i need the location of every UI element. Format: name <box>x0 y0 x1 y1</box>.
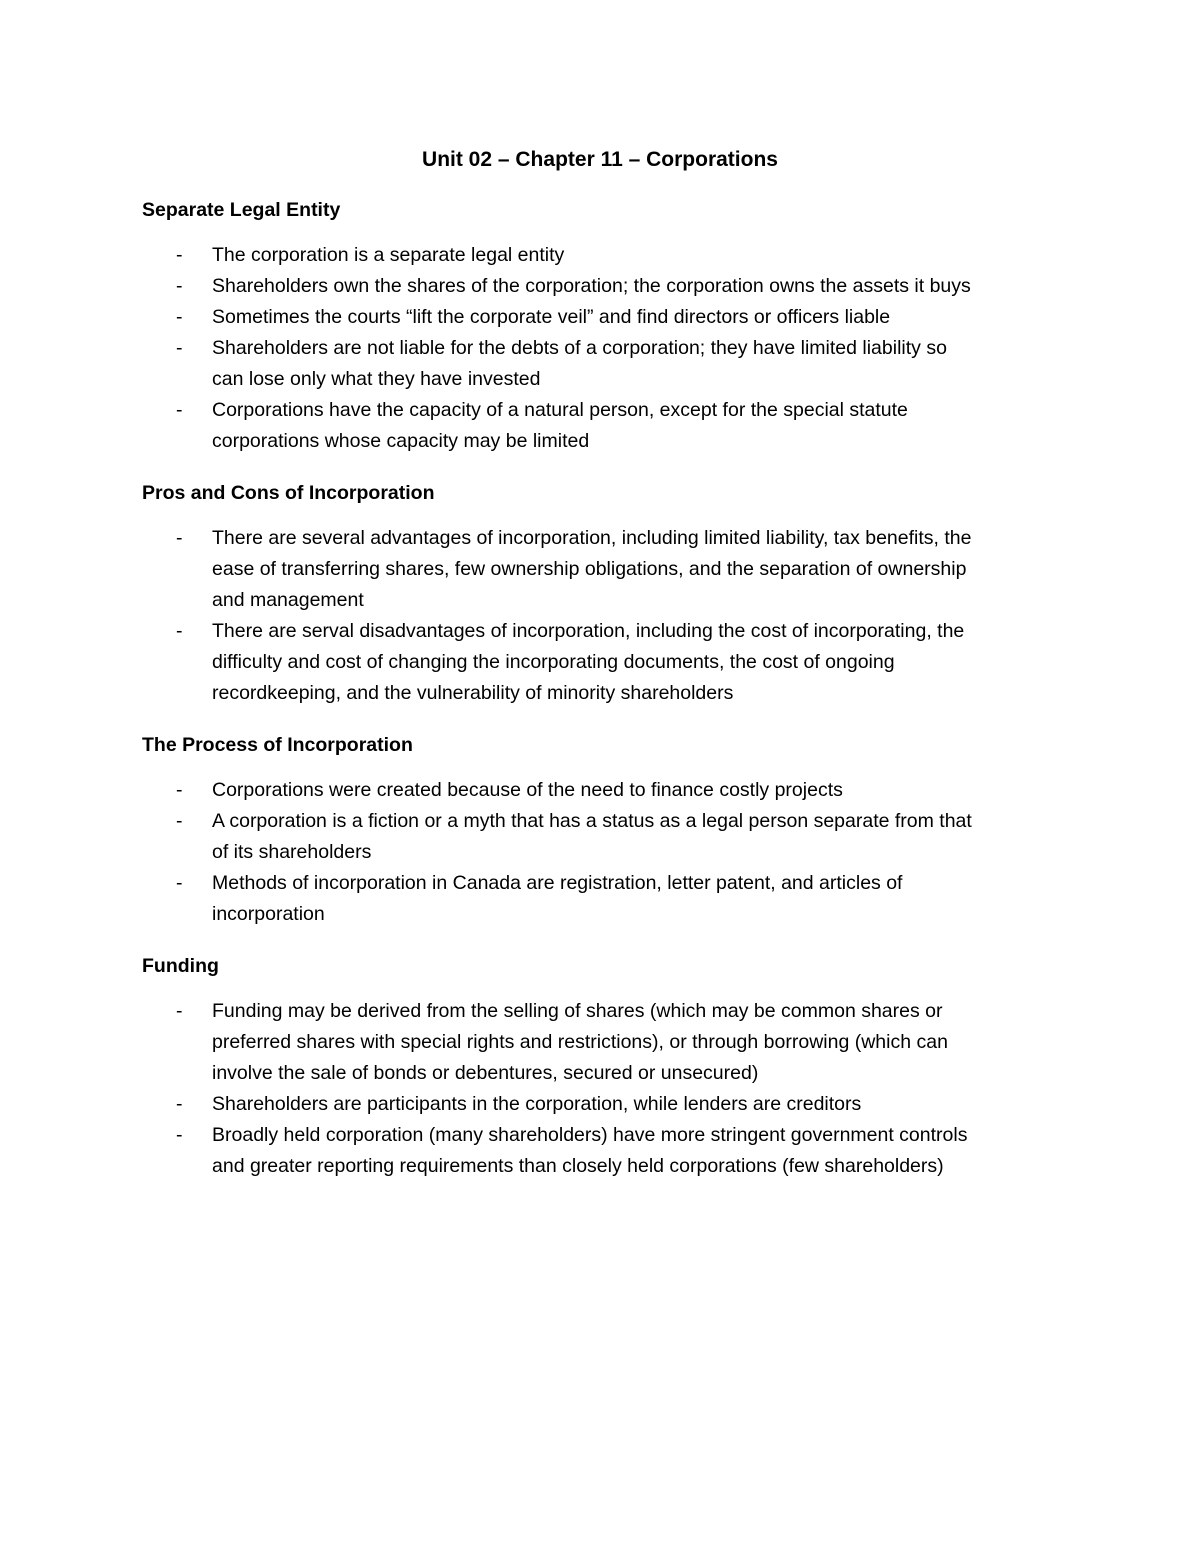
bullet-text: There are several advantages of incorporation, including limited liability, tax benefits, the ease of transferring shares, few ownership obligations, and the separation of ownership and management <box>212 527 972 611</box>
bullet-dash: - <box>176 872 183 894</box>
bullet-list <box>142 240 1072 457</box>
bullet-text: Corporations have the capacity of a natural person, except for the special statute corporations whose capacity may be limited <box>212 399 908 452</box>
bullet-text: Funding may be derived from the selling of shares (which may be common shares or preferred shares with special rights and restrictions), or through borrowing (which can involve the sale of bonds or debentures, secured or unsecured) <box>212 1000 948 1084</box>
bullet-dash: - <box>176 275 183 297</box>
bullet-list <box>142 996 1072 1182</box>
bullet-dash: - <box>176 244 183 266</box>
bullet-item <box>142 333 1072 395</box>
bullet-dash: - <box>176 620 183 642</box>
bullet-dash: - <box>176 810 183 832</box>
bullet-dash: - <box>176 1093 183 1115</box>
bullet-dash: - <box>176 399 183 421</box>
bullet-list <box>142 523 1072 709</box>
bullet-text: Broadly held corporation (many shareholders) have more stringent government controls and greater reporting requirements than closely held corporations (few shareholders) <box>212 1124 968 1177</box>
bullet-item <box>142 806 1072 868</box>
bullet-text: Corporations were created because of the need to finance costly projects <box>212 779 843 801</box>
bullet-text: Methods of incorporation in Canada are registration, letter patent, and articles of incorporation <box>212 872 903 925</box>
bullet-dash: - <box>176 779 183 801</box>
bullet-item <box>142 1089 1072 1120</box>
bullet-dash: - <box>176 527 183 549</box>
bullet-text: Shareholders own the shares of the corporation; the corporation owns the assets it buys <box>212 275 971 297</box>
bullet-item <box>142 395 1072 457</box>
bullet-item <box>142 302 1072 333</box>
section-heading: Pros and Cons of Incorporation <box>142 482 435 504</box>
bullet-item <box>142 616 1072 709</box>
bullet-item <box>142 271 1072 302</box>
bullet-text: A corporation is a fiction or a myth that has a status as a legal person separate from that of its shareholders <box>212 810 972 863</box>
bullet-item <box>142 996 1072 1089</box>
bullet-item <box>142 523 1072 616</box>
bullet-text: Sometimes the courts “lift the corporate veil” and find directors or officers liable <box>212 306 891 328</box>
bullet-text: Shareholders are participants in the corporation, while lenders are creditors <box>212 1093 862 1115</box>
bullet-dash: - <box>176 1124 183 1146</box>
document-body <box>142 194 1072 1202</box>
bullet-text: The corporation is a separate legal entity <box>212 244 565 266</box>
section-heading: Funding <box>142 955 219 977</box>
bullet-item <box>142 1120 1072 1182</box>
bullet-dash: - <box>176 337 183 359</box>
bullet-item <box>142 775 1072 806</box>
bullet-text: There are serval disadvantages of incorporation, including the cost of incorporating, the difficulty and cost of changing the incorporating documents, the cost of ongoing recordkeeping, and the vulnerability of minority shareholders <box>212 620 965 704</box>
bullet-dash: - <box>176 306 183 328</box>
bullet-dash: - <box>176 1000 183 1022</box>
section-heading: Separate Legal Entity <box>142 199 341 221</box>
bullet-list <box>142 775 1072 930</box>
section-heading: The Process of Incorporation <box>142 734 413 756</box>
document-title: Unit 02 – Chapter 11 – Corporations <box>422 148 778 171</box>
bullet-item <box>142 240 1072 271</box>
bullet-item <box>142 868 1072 930</box>
bullet-text: Shareholders are not liable for the debts of a corporation; they have limited liability so can lose only what they have invested <box>212 337 947 390</box>
